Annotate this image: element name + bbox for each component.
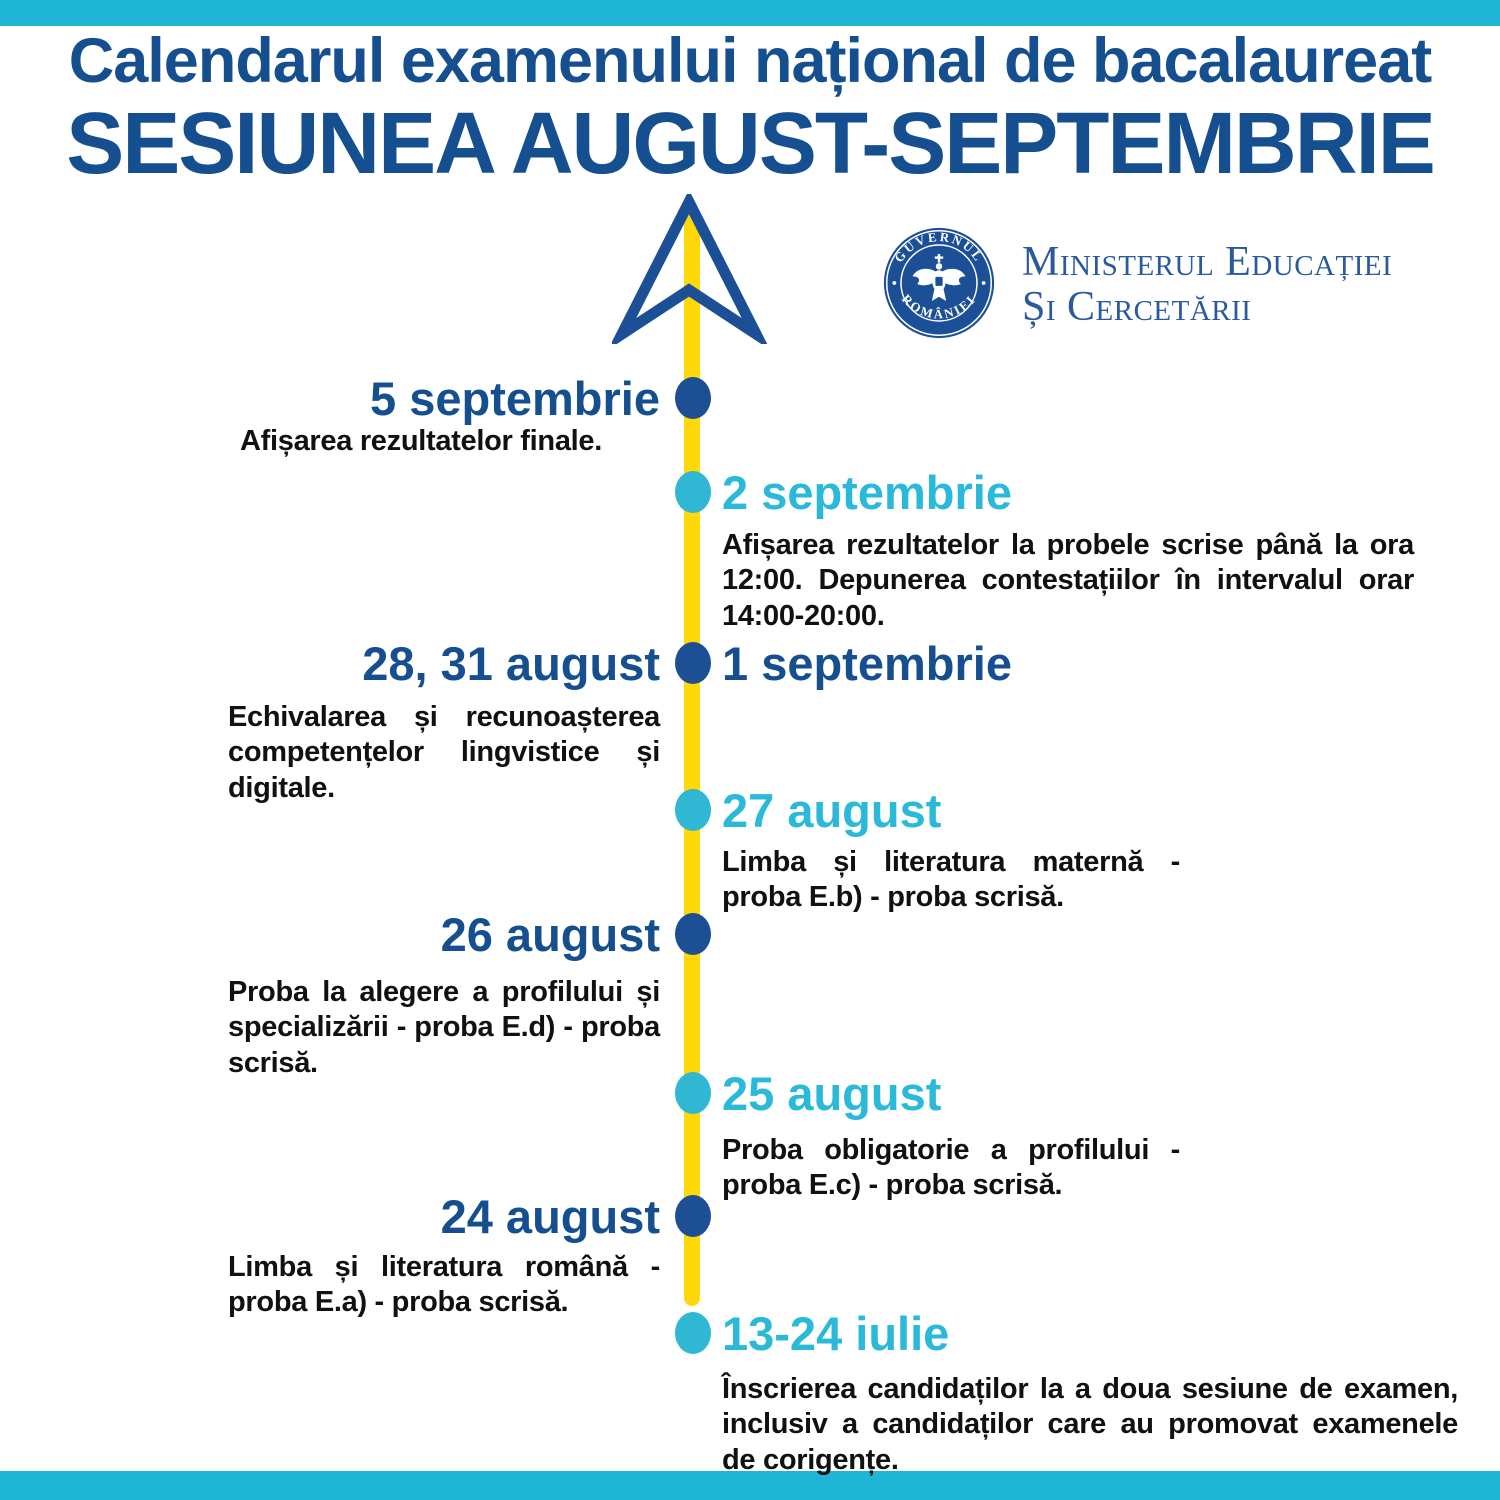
timeline-date: 25 august: [722, 1067, 942, 1120]
timeline-description: Echivalarea și recunoașterea competențelor lingvistice și digitale.: [228, 701, 660, 804]
timeline-date: 2 septembrie: [722, 466, 1012, 519]
timeline-description: Înscrierea candidaților la a doua sesiune de examen, inclusiv a candidaților care au promovat examenele de corigențe.: [722, 1373, 1458, 1476]
timeline-date: 5 septembrie: [370, 372, 660, 425]
timeline-description: Afișarea rezultatelor la probele scrise până la ora 12:00. Depunerea contestațiilor în intervalul orar 14:00-20:00.: [722, 529, 1414, 632]
timeline-date: 28, 31 august: [362, 637, 660, 690]
timeline-date: 24 august: [440, 1190, 660, 1243]
timeline-date: 27 august: [722, 784, 942, 837]
seal-text-bottom: ROMÂNIEI: [898, 291, 979, 322]
timeline-description: Limba și literatura maternă - proba E.b) - proba scrisă.: [722, 846, 1180, 914]
page-title: Calendarul examenului național de bacalaureat: [68, 26, 1432, 96]
timeline-date: 13-24 iulie: [722, 1307, 950, 1360]
ministry-wordmark-line1: Ministerul Educației: [1022, 239, 1393, 285]
guvernul-romaniei-seal-icon: [882, 226, 996, 340]
timeline-dot: [675, 642, 711, 684]
timeline-date: 26 august: [440, 908, 660, 961]
timeline-description: Proba la alegere a profilului și specializării - proba E.d) - proba scrisă.: [228, 976, 660, 1079]
timeline-dot: [675, 377, 711, 419]
timeline-dot: [675, 913, 711, 955]
timeline-description: Proba obligatorie a profilului - proba E.c) - proba scrisă.: [722, 1134, 1180, 1202]
timeline-date: 1 septembrie: [722, 637, 1012, 690]
timeline-dot: [675, 471, 711, 513]
timeline-description: Afișarea rezultatelor finale.: [240, 425, 602, 457]
arrow-up-icon: [612, 194, 772, 344]
page-subtitle: SESIUNEA AUGUST-SEPTEMBRIE: [66, 95, 1434, 192]
timeline-description: Limba și literatura română - proba E.a) - proba scrisă.: [228, 1251, 660, 1319]
ministry-wordmark-line2: Și Cercetării: [1022, 283, 1252, 330]
timeline-dot: [675, 789, 711, 831]
timeline-dot: [675, 1195, 711, 1237]
ministry-wordmark: [1022, 240, 1392, 330]
timeline-dot: [675, 1072, 711, 1114]
seal-text-top: GUVERNUL: [891, 229, 987, 266]
timeline-dot: [675, 1312, 711, 1354]
top-accent-band: [0, 0, 1500, 26]
